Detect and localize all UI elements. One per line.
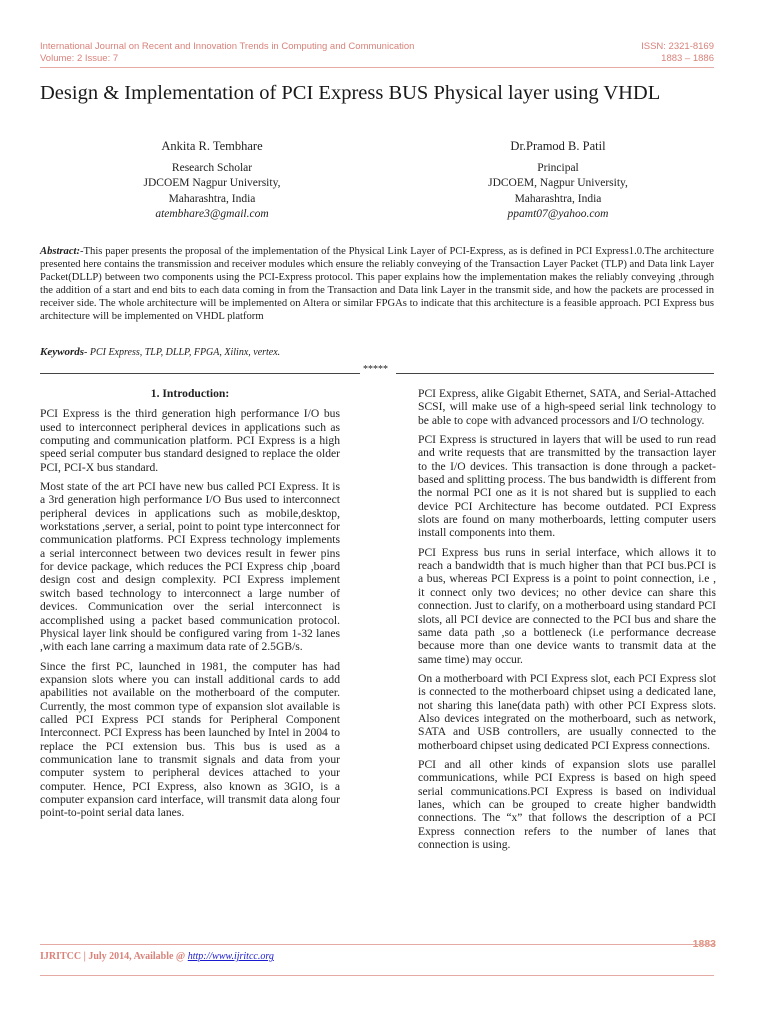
page-number: 1883 xyxy=(692,938,716,950)
keywords xyxy=(40,346,280,358)
author-institute: JDCOEM, Nagpur University, xyxy=(488,177,628,189)
author-location: Maharashtra, India xyxy=(514,192,602,205)
author-role: Research Scholar xyxy=(171,161,253,174)
author-block-1 xyxy=(102,139,322,223)
author-role: Principal xyxy=(537,161,579,174)
footer-bottom-rule xyxy=(40,975,714,976)
body-paragraph: PCI Express is structured in layers that will be used to run read and write requests that are transmitted by the transaction layer to the I/O devices. This transaction is done through a packet-based and splitting process. The bus bandwidth is different from the normal PCI one as it is not shared but is supplied to each device PCI Architecture has become outdated. PCI Express slots are found on many motherboards, letting computer users install components into them. xyxy=(418,433,716,540)
abstract-text: -This paper presents the proposal of the implementation of the Physical Link Layer of PCI-Express, as is defined in PCI Express1.0.The architecture presented here contains the transmission and receiver modules which ensure the reliably conveying of the Transaction Layer Packet (TLP) and Data link Layer Packet(DLLP) between two components using the PCI-Express protocol. This paper explains how the implementation makes the reliably conveying ,through the addition of a start and end bits to each data coming in from the Transaction and Data link Layer in the transmit side, and how the packets are processed in receiver side. The whole architecture will be implemented on Altera or similar FPGAs to indicate that this architecture is a feasible approach. PCI Express bus architecture will be implemented on VHDL platform xyxy=(40,246,714,323)
paper-title: Design & Implementation of PCI Express BUS Physical layer using VHDL xyxy=(40,82,661,104)
journal-header xyxy=(40,41,714,65)
abstract-label: Abstract: xyxy=(40,246,81,257)
body-paragraph: PCI Express bus runs in serial interface, which allows it to reach a bandwidth that is much higher than that PCI bus.PCI is a bus, whereas PCI Express is a point to point connection, i.e , it connect only two devices; no other device can share this connection. Just to clarify, on a motherboard using standard PCI slots, all PCI device are connected to the PCI bus and share the same data path ,so a bottleneck (i.e performance decrease because more than one device wants to transmit data at the same time) may occur. xyxy=(418,545,716,666)
body-paragraph: Most state of the art PCI have new bus called PCI Express. It is a 3rd generation high performance I/O Bus used to interconnect peripheral devices in applications such as mobile,desktop, workstations ,server, a serial, point to point type interconnect for communication platforms. PCI Express technology implements a serial interconnect between two devices result in fewer pins for device package, which reduces the PCI Express chip ,board design cost and design complexity. PCI Express implement switch based technology to interconnect a large number of devices. Communication over the serial interconnect is accomplished using a packet based communication protocol. Physical layer link should be configured varing from 1-32 lanes ,with each lane carring a maximum data rate of 2.5GB/s. xyxy=(40,480,340,654)
journal-volume: Volume: 2 Issue: 7 xyxy=(40,52,119,64)
journal-pages: 1883 – 1886 xyxy=(661,52,714,64)
footer-divider xyxy=(40,944,714,945)
right-column xyxy=(418,387,716,857)
author-location: Maharashtra, India xyxy=(168,192,256,205)
left-column xyxy=(40,387,340,826)
journal-issn: ISSN: 2321-8169 xyxy=(641,41,714,52)
body-paragraph: Since the first PC, launched in 1981, the computer has had expansion slots where you can install additional cards to add apabilities not available on the motherboard of the computer. Currently, the most common type of expansion slot available is called PCI Express PCI stands for Peripheral Component Interconnect. PCI Express has been launched by Intel in 2004 to replace the PCI extension bus. This bus is used as a communication lane to transmit signals and data from your computer system to peripheral devices attached to your computer. Hence, PCI Express, also known as 3GIO, is a computer expansion card interface, will transmit data along four point-to-point serial data lanes. xyxy=(40,659,340,820)
abstract xyxy=(40,245,714,324)
section-heading-introduction: 1. Introduction: xyxy=(150,387,230,400)
footer-link[interactable]: http://www.ijritcc.org xyxy=(187,951,274,962)
page-footer xyxy=(40,951,274,962)
body-paragraph: On a motherboard with PCI Express slot, each PCI Express slot is connected to the motherboard chipset using a dedicated lane, not sharing this lane(data path) with other PCI Express slots. Also devices integrated on the motherboard, such as network, SATA and USB controllers, are usually connected to the motherboard chipset using dedicated PCI Express connections. xyxy=(418,671,716,752)
author-institute: JDCOEM Nagpur University, xyxy=(143,177,281,189)
body-paragraph: PCI Express is the third generation high performance I/O bus used to interconnect peripheral devices in applications such as computing and communication platform. PCI Express is a high speed serial computer bus standard designed to replace the older PCI, PCI-X bus standard. xyxy=(40,407,340,474)
journal-name: International Journal on Recent and Innovation Trends in Computing and Communication xyxy=(40,41,415,52)
author-block-2 xyxy=(448,139,668,223)
keywords-label: Keywords xyxy=(40,346,84,358)
header-divider xyxy=(40,67,714,68)
author-email[interactable]: ppamt07@yahoo.com xyxy=(507,208,609,220)
section-separator xyxy=(40,362,714,376)
separator-stars: ***** xyxy=(363,364,388,375)
separator-line xyxy=(40,373,360,374)
author-name: Ankita R. Tembhare xyxy=(161,139,263,153)
author-email[interactable]: atembhare3@gmail.com xyxy=(155,208,269,220)
footer-text: IJRITCC | July 2014, Available @ xyxy=(40,951,188,962)
body-paragraph: PCI Express, alike Gigabit Ethernet, SATA, and Serial-Attached SCSI, will make use of a high-speed serial link technology to be able to cope with advanced processors and I/O technology. xyxy=(418,387,716,427)
keywords-text: - PCI Express, TLP, DLLP, FPGA, Xilinx, vertex. xyxy=(84,347,281,358)
body-paragraph: PCI and all other kinds of expansion slots use parallel communications, while PCI Express is based on high speed serial communications.PCI Express is based on individual lanes, which can be grouped to create higher bandwidth connections. The “x” that follows the description of a PCI Express connection refers to the number of lanes that connection is using. xyxy=(418,757,716,851)
separator-line xyxy=(396,373,714,374)
author-name: Dr.Pramod B. Patil xyxy=(510,139,606,153)
